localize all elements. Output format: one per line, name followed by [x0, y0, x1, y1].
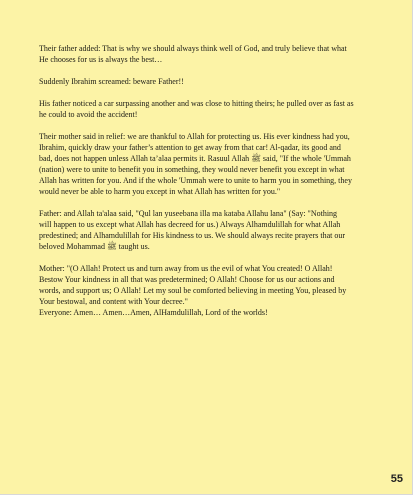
- paragraph-father-added: Their father added: That is why we should always think well of God, and truly believe that what He chooses for us is always the best…: [39, 44, 347, 64]
- paragraph-everyone-amen: Everyone: Amen… Amen…Amen, AlHamdulillah, Lord of the worlds!: [39, 308, 268, 317]
- paragraph-father-quote: Father: and Allah ta'alaa said, "Qul lan yuseebana illa ma kataba Allahu lana" (Say: "Nothing will happen to us except what Allah has decreed for us.) Always Alhamdulillah for what Allah predestined; and Alhamdulillah for His kindness to us. We should always recite prayers that our beloved Mohammad ﷺ taught us.: [39, 209, 346, 251]
- paragraph-car-noticed: His father noticed a car surpassing another and was close to hitting theirs; he pulled over as fast as he could to avoid the accident!: [39, 99, 354, 119]
- paragraph-mother-prayer: Mother: "(O Allah! Protect us and turn away from us the evil of what You created! O Allah! Bestow Your kindness in all that was predetermined; O Allah! Choose for us our actions and words, and support us; O Allah! Let my soul be comforted believing in meeting You, pleased by Your bestowal, and content with Your decree.": [39, 264, 347, 306]
- story-text: [39, 43, 369, 318]
- paragraph-ibrahim-screamed: Suddenly Ibrahim screamed: beware Father!!: [39, 77, 184, 86]
- page-number: 55: [390, 473, 403, 485]
- paragraph-mother-relief: Their mother said in relief: we are thankful to Allah for protecting us. His ever kindness had you, Ibrahim, quickly draw your father’s attention to get away from that car! Al-qadar, its good and bad, does not happen unless Allah ta’alaa permits it. Rasuul Allah ﷺ said, "If the whole 'Ummah (nation) were to unite to benefit you in something, they would never benefit you except in what Allah has written for you. And if the whole 'Ummah were to unite to harm you in something, they would never be able to harm you except in what Allah has written for you.": [39, 132, 352, 196]
